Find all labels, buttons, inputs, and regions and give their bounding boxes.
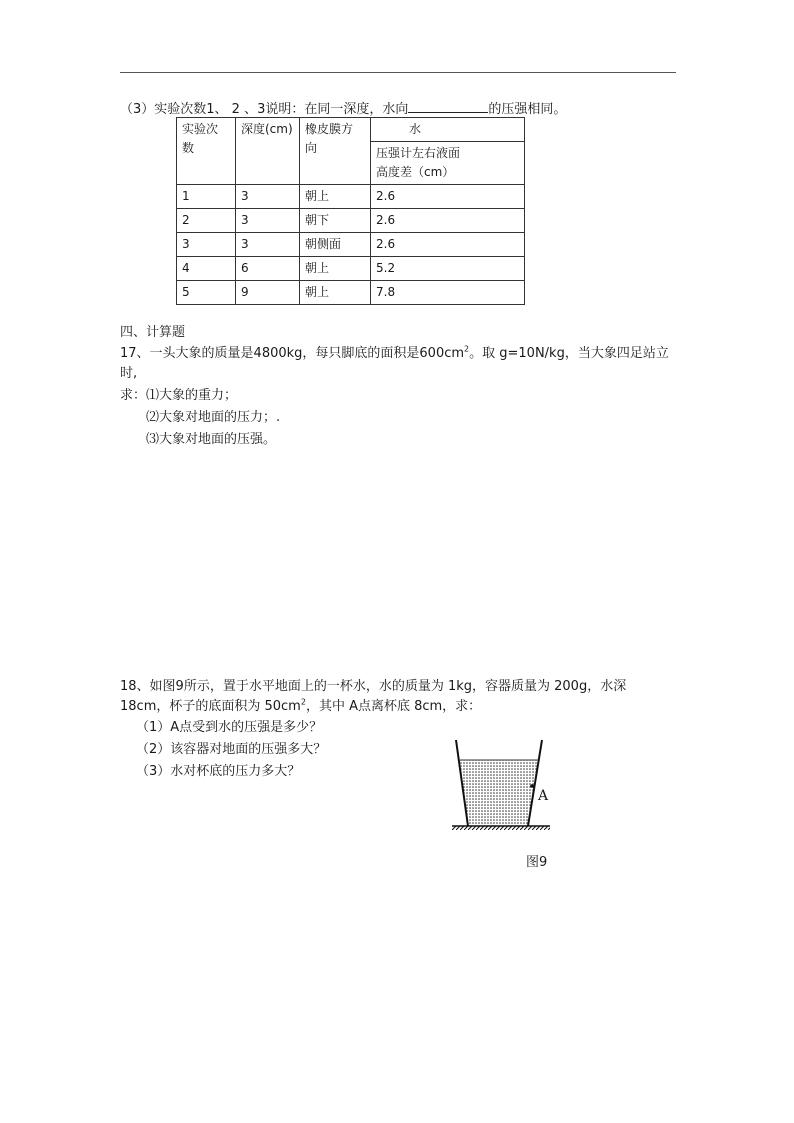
problem-18-line1: 18、如图9所示，置于水平地面上的一杯水，水的质量为 1kg，容器质量为 200g，水深 (120, 679, 627, 694)
table-row: 1 3 朝上 2.6 (177, 185, 525, 209)
header-water: 水 (371, 118, 525, 142)
header-direction: 橡皮膜方 向 (300, 118, 371, 185)
problem-17-item3: ⑶大象对地面的压强。 (146, 432, 277, 447)
q3-text: （3）实验次数1、 2 、3说明：在同一深度，水向 (120, 102, 409, 117)
experiment-table (176, 117, 525, 305)
question-3 (120, 98, 566, 117)
problem-18-item1: （1）A点受到水的压强是多少？ (136, 720, 323, 735)
problem-17-line1: 17、一头大象的质量是4800kg，每只脚底的面积是$600cm^2$。取 g=10N/kg，当大象四足站立 (120, 344, 669, 361)
point-a-marker (530, 784, 534, 788)
header-height-diff: 压强计左右液面 高度差（cm） (371, 142, 525, 185)
q3-suffix: 的压强相同。 (488, 102, 567, 117)
problem-17-item1: 求：⑴大象的重力； (120, 388, 238, 403)
point-a-label: A (538, 788, 549, 804)
water-fill (460, 760, 538, 826)
problem-17-item2: ⑵大象对地面的压力；. (146, 410, 281, 425)
answer-blank[interactable] (408, 100, 488, 113)
table-row: 2 3 朝下 2.6 (177, 209, 525, 233)
problem-18-line2: 18cm，杯子的底面积为 $50cm^2$，其中 A点离杯底 8cm，求： (120, 697, 482, 714)
problem-18-item3: （3）水对杯底的压力多大？ (136, 764, 301, 779)
header-rule (120, 72, 676, 73)
table-row: 4 6 朝上 5.2 (177, 257, 525, 281)
problem-17-line2: 时, (120, 366, 138, 381)
table-row: 5 9 朝上 7.8 (177, 281, 525, 305)
header-trial: 实验次 数 (177, 118, 236, 185)
table-row: 3 3 朝侧面 2.6 (177, 233, 525, 257)
figure-caption: 图9 (526, 855, 548, 870)
section-title: 四、计算题 (120, 325, 186, 340)
header-depth: 深度(cm) (236, 118, 300, 185)
problem-18-item2: （2）该容器对地面的压强多大？ (136, 742, 327, 757)
cup-figure (448, 738, 558, 834)
